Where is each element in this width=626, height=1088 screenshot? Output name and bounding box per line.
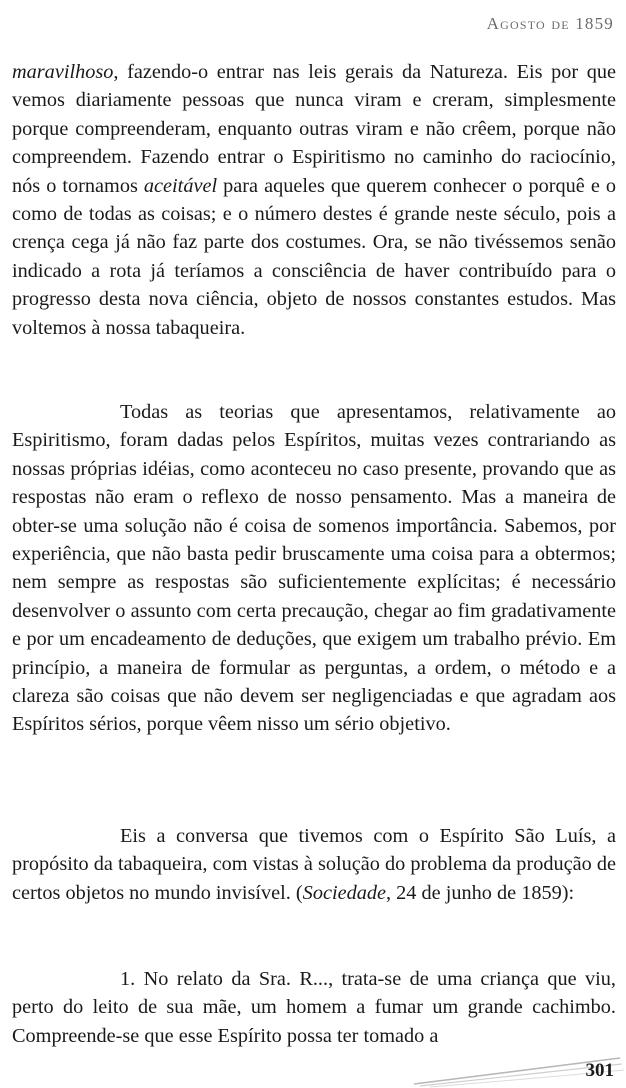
paragraph-text: para aqueles que querem conhecer o porquê e o como de todas as coisas; e o número destes é grande neste século, pois a crença cega já não faz parte dos costumes. Ora, se não tivéssemos senão indicado a rota já teríamos a consciência de haver contribuído para o progresso desta nova ciência, objeto de nossos constantes estudos. Mas voltemos à nossa tabaqueira. bbox=[12, 174, 616, 339]
page-number: 301 bbox=[585, 1060, 614, 1081]
paragraph-text: , 24 de junho de 1859): bbox=[386, 881, 575, 904]
paragraph-text: , fazendo-o entrar nas leis gerais da Natureza. Eis por que vemos diariamente pessoas que nunca viram e creram, simplesmente porque compreenderam, enquanto outras viram e não crêem, porque não compreendem. Fazendo entrar o Espiritismo no caminho do raciocínio, nós o tornamos bbox=[12, 61, 616, 197]
italic-term: Sociedade bbox=[302, 881, 387, 904]
paragraph-3 bbox=[12, 822, 616, 907]
paragraph-text: Todas as teorias que apresentamos, relativamente ao Espiritismo, foram dadas pelos Espíritos, muitas vezes contrariando as nossas próprias idéias, como aconteceu no caso presente, provando que as respostas não eram o reflexo de nosso pensamento. Mas a maneira de obter-se uma solução não é coisa de somenos importância. Sabemos, por experiência, que não basta pedir bruscamente uma coisa para a obtermos; nem sempre as respostas são suficientemente explícitas; é necessário desenvolver o assunto com certa precaução, chegar ao fim gradativamente e por um encadeamento de deduções, que exigem um trabalho prévio. Em princípio, a maneira de formular as perguntas, a ordem, o método e a clareza são coisas que não devem ser negligenciadas e que agradam aos Espíritos sérios, porque vêem nisso um sério objetivo. bbox=[12, 401, 616, 736]
paragraph-4 bbox=[12, 965, 616, 1050]
italic-term: maravilhoso bbox=[12, 61, 114, 83]
paragraph-text: Eis a conversa que tivemos com o Espírito São Luís, a propósito da tabaqueira, com vistas à solução do problema da produção de certos objetos no mundo invisível. ( bbox=[12, 825, 616, 904]
paragraph-2 bbox=[12, 398, 616, 739]
paragraph-text: 1. No relato da Sra. R..., trata-se de uma criança que viu, perto do leito de sua mãe, um homem a fumar um grande cachimbo. Compreende-se que esse Espírito possa ter tomado a bbox=[12, 968, 616, 1047]
paragraph-1 bbox=[12, 58, 616, 342]
running-header: Agosto de 1859 bbox=[486, 14, 614, 33]
italic-term: aceitável bbox=[143, 174, 218, 197]
